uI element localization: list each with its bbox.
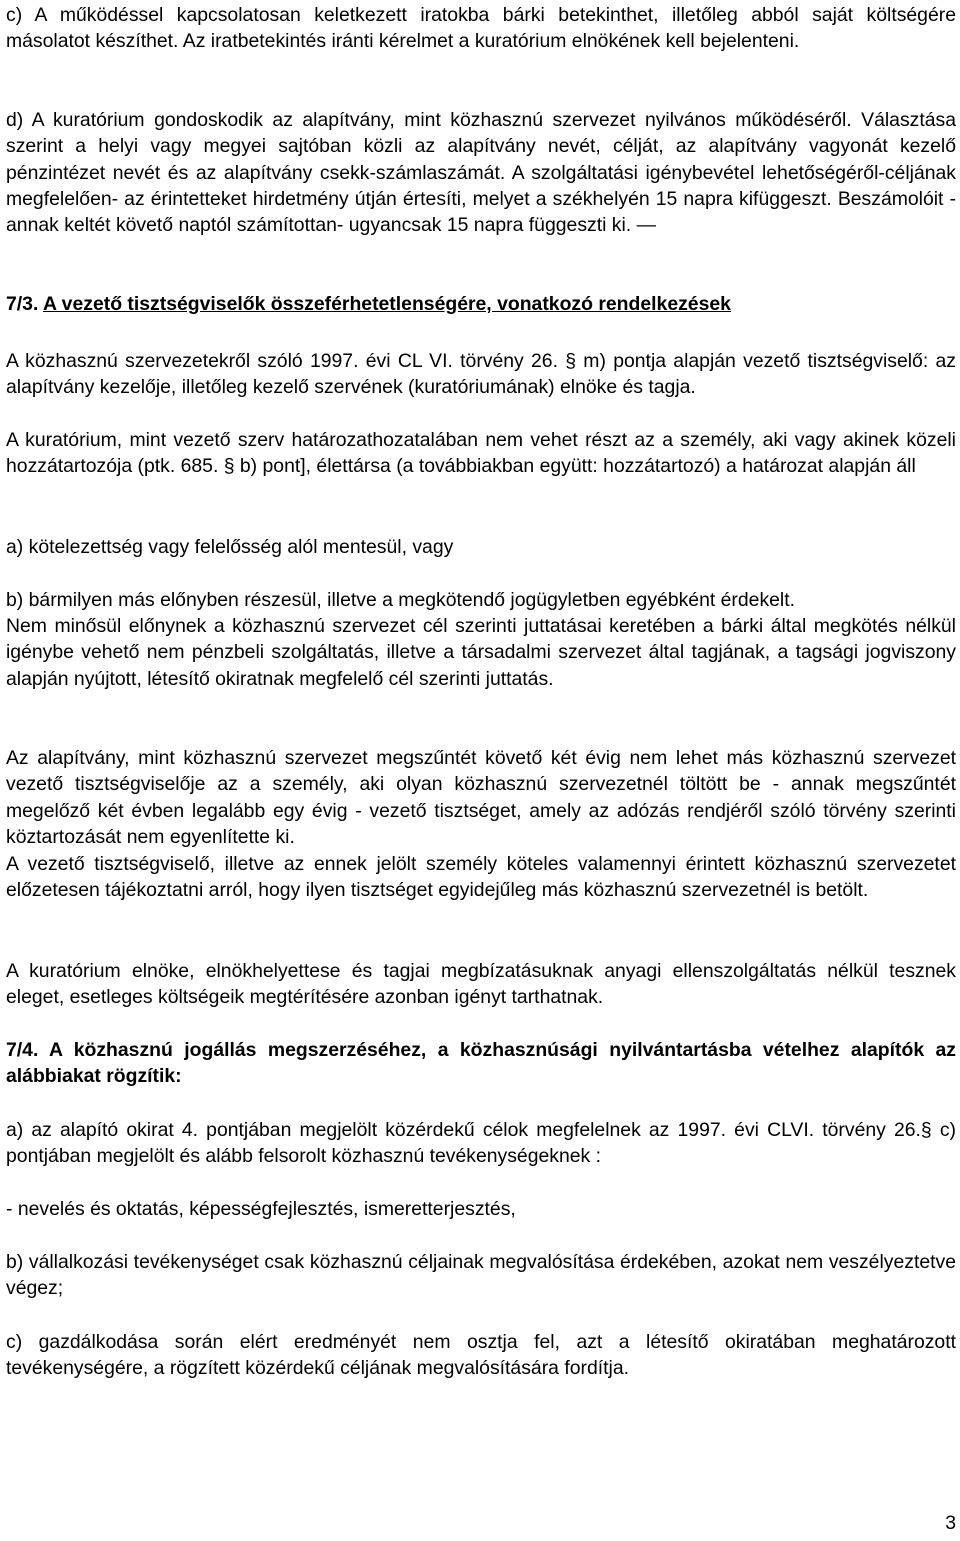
- paragraph-b-vallalkozasi: b) vállalkozási tevékenységet csak közhasznú céljainak megvalósítása érdekében, azokat nem veszélyeztetve végez;: [6, 1251, 956, 1300]
- heading-7-3: [6, 291, 956, 317]
- paragraph-vezeto-tisztsegviselo: A közhasznú szervezetekről szóló 1997. évi CL VI. törvény 26. § m) pontja alapján vezető tisztségviselő: az alapítvány kezelője, illetőleg kezelő szervének (kuratóriumának) elnöke és tagja.: [6, 350, 956, 399]
- paragraph-a-kozerdeku-celok: a) az alapító okirat 4. pontjában megjelölt közérdekű célok megfelelnek az 1997. évi CLVI. törvény 26.§ c) pontjában megjelölt és alább felsorolt közhasznú tevékenységeknek :: [6, 1119, 956, 1168]
- paragraph-c-gazdalkodas: c) gazdálkodása során elért eredményét nem osztja fel, azt a létesítő okiratában meghatározott tevékenységére, a rögzített közérdekű céljának megvalósítására fordítja.: [6, 1331, 956, 1380]
- paragraph-megbizatas: A kuratórium elnöke, elnökhelyettese és tagjai megbízatásuknak anyagi ellenszolgáltatás nélkül tesznek eleget, esetleges költségeik megtérítésére azonban igényt tarthatnak.: [6, 960, 956, 1009]
- heading-7-4: 7/4. A közhasznú jogállás megszerzéséhez, a közhasznúsági nyilvántartásba vételhez alapítók az alábbiakat rögzítik:: [6, 1039, 956, 1088]
- dash-mark: —: [636, 214, 656, 237]
- paragraph-tajekoztatas: A vezető tisztségviselő, illetve az ennek jelölt személy köteles valamennyi érintett közhasznú szervezetet előzetesen tájékoztatni arról, hogy ilyen tisztséget egyidejűleg más közhasznú szervezetnél is betölt.: [6, 853, 956, 902]
- heading-7-3-number: 7/3.: [6, 293, 39, 315]
- page-number: 3: [945, 1512, 956, 1534]
- paragraph-hatarozathozatal: A kuratórium, mint vezető szerv határozathozatalában nem vehet részt az a személy, aki vagy akinek közeli hozzátartozója (ptk. 685. § b) pont], élettársa (a továbbiakban együtt: hozzátartozó) a határozat alapján áll: [6, 429, 956, 478]
- paragraph-b-elony: b) bármilyen más előnyben részesül, illetve a megkötendő jogügyletben egyébként érdekelt.: [6, 589, 796, 611]
- paragraph-d-text: d) A kuratórium gondoskodik az alapítvány, mint közhasznú szervezet nyilvános működéséről. Választása szerint a helyi vagy megyei sajtóban közli az alapítvány nevét, célját, az alapítvány vagyonát kezelő pénzintézet nevét és az alapítvány csekk-számlaszámát. A szolgáltatási igénybevétel lehetőségéről-céljának megfelelően- az érintetteket hirdetmény útján értesíti, melyet a székhelyén 15 napra kifüggeszt. Beszámolóit - annak keltét követő naptól számítottan- ugyancsak 15 napra függeszti ki.: [6, 109, 956, 237]
- heading-7-3-title: A vezető tisztségviselők összeférhetetlenségére, vonatkozó rendelkezések: [43, 293, 731, 315]
- paragraph-nem-minosul-elony: Nem minősül előnynek a közhasznú szervezet cél szerinti juttatásai keretében a bárki által megkötés nélkül igénybe vehető nem pénzbeli szolgáltatás, illetve a társadalmi szervezet által tagjának, a tagsági jogviszony alapján nyújtott, létesítő okiratnak megfelelő cél szerinti juttatás.: [6, 615, 956, 690]
- paragraph-d-nyilvanos-mukodes: [6, 107, 956, 238]
- paragraph-a-mentesul: a) kötelezettség vagy felelősség alól mentesül, vagy: [6, 536, 454, 558]
- list-item-neveles: - nevelés és oktatás, képességfejlesztés, ismeretterjesztés,: [6, 1198, 516, 1220]
- paragraph-megszuntet-koveto: Az alapítvány, mint közhasznú szervezet megszűntét követő két évig nem lehet más közhasznú szervezet vezető tisztségviselője az a személy, aki olyan közhasznú szervezetnél töltött be - annak megszűntét megelőző két évben legalább egy évig - vezető tisztséget, amely az adózás rendjéről szóló törvény szerinti köztartozását nem egyenlítette ki.: [6, 747, 956, 848]
- paragraph-c-iratbetekintes: c) A működéssel kapcsolatosan keletkezett iratokba bárki betekinthet, illetőleg abból saját költségére másolatot készíthet. Az iratbetekintés iránti kérelmet a kuratórium elnökének kell bejelenteni.: [6, 4, 956, 53]
